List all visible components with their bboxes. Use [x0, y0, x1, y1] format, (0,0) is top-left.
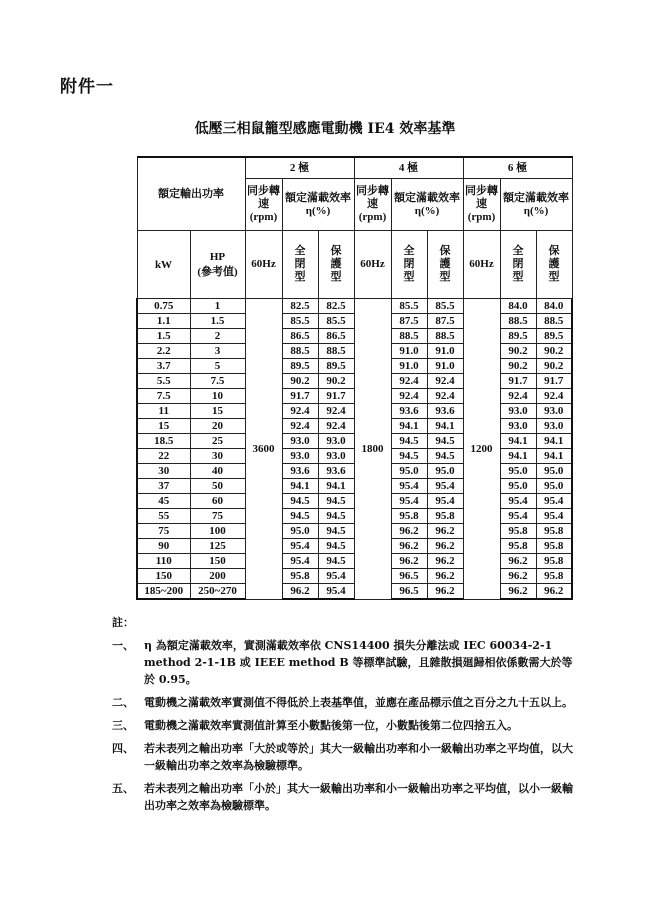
protected-efficiency-cell: 91.0: [427, 344, 463, 359]
protected-efficiency-cell: 96.2: [427, 554, 463, 569]
protected-efficiency-cell: 85.5: [427, 299, 463, 314]
protected-efficiency-cell: 95.4: [536, 509, 572, 524]
protected-efficiency-cell: 94.1: [536, 434, 572, 449]
hp-cell: 40: [190, 464, 245, 479]
sync-speed-cell: 1800: [354, 299, 391, 600]
kw-cell: 1.5: [137, 329, 190, 344]
protected-type-label: 保護型: [548, 244, 560, 283]
efficiency-header: 額定滿載效率 η(%): [282, 179, 354, 231]
closed-efficiency-cell: 95.8: [282, 569, 318, 584]
closed-efficiency-cell: 96.2: [282, 584, 318, 600]
protected-efficiency-cell: 96.2: [427, 584, 463, 600]
closed-efficiency-cell: 95.8: [500, 539, 536, 554]
sync-speed-header: 同步轉速(rpm): [245, 179, 282, 231]
efficiency-header: 額定滿載效率 η(%): [391, 179, 463, 231]
hp-cell: 2: [190, 329, 245, 344]
closed-efficiency-cell: 91.0: [391, 359, 427, 374]
protected-efficiency-cell: 94.5: [318, 494, 354, 509]
note-number: 一、: [112, 639, 134, 652]
closed-efficiency-cell: 92.4: [282, 404, 318, 419]
kw-cell: 110: [137, 554, 190, 569]
closed-efficiency-cell: 93.0: [282, 434, 318, 449]
closed-efficiency-cell: 88.5: [282, 344, 318, 359]
note-text: 若未表列之輸出功率「大於或等於」其大一級輸出功率和小一級輸出功率之平均值，以大一級輸出功率之效率為檢驗標準。: [144, 742, 573, 772]
closed-efficiency-cell: 94.5: [391, 449, 427, 464]
kw-cell: 185~200: [137, 584, 190, 600]
rated-output-header: 額定輸出功率: [137, 157, 245, 231]
closed-efficiency-cell: 92.4: [391, 389, 427, 404]
protected-efficiency-cell: 90.2: [536, 344, 572, 359]
page-title: 低壓三相鼠籠型感應電動機 IE4 效率基準: [194, 121, 456, 137]
note-number: 四、: [112, 742, 134, 755]
protected-efficiency-cell: 94.5: [427, 449, 463, 464]
protected-efficiency-cell: 93.6: [318, 464, 354, 479]
protected-type-label: 保護型: [439, 244, 451, 283]
protected-efficiency-cell: 91.0: [427, 359, 463, 374]
hp-cell: 7.5: [190, 374, 245, 389]
closed-type-header: [391, 231, 427, 299]
closed-efficiency-cell: 87.5: [391, 314, 427, 329]
closed-efficiency-cell: 84.0: [500, 299, 536, 314]
closed-efficiency-cell: 92.4: [391, 374, 427, 389]
protected-efficiency-cell: 95.8: [536, 539, 572, 554]
closed-efficiency-cell: 95.8: [391, 509, 427, 524]
closed-efficiency-cell: 94.1: [500, 449, 536, 464]
note-item: [112, 637, 582, 688]
protected-efficiency-cell: 96.2: [536, 584, 572, 600]
closed-efficiency-cell: 91.7: [500, 374, 536, 389]
protected-efficiency-cell: 87.5: [427, 314, 463, 329]
closed-efficiency-cell: 96.2: [391, 539, 427, 554]
kw-cell: 30: [137, 464, 190, 479]
closed-efficiency-cell: 96.2: [500, 554, 536, 569]
hp-cell: 250~270: [190, 584, 245, 600]
closed-efficiency-cell: 96.5: [391, 584, 427, 600]
pole-6-header: 6 極: [463, 157, 572, 179]
note-item: [112, 740, 582, 774]
hp-header-label: HP: [209, 250, 226, 263]
protected-efficiency-cell: 91.7: [536, 374, 572, 389]
protected-efficiency-cell: 96.2: [427, 539, 463, 554]
protected-efficiency-cell: 88.5: [318, 344, 354, 359]
protected-efficiency-cell: 94.5: [427, 434, 463, 449]
protected-type-label: 保護型: [330, 244, 342, 283]
protected-efficiency-cell: 90.2: [318, 374, 354, 389]
hp-header: [190, 231, 245, 299]
protected-efficiency-cell: 95.4: [318, 569, 354, 584]
kw-cell: 22: [137, 449, 190, 464]
closed-efficiency-cell: 95.4: [500, 509, 536, 524]
protected-efficiency-cell: 96.2: [427, 569, 463, 584]
hp-cell: 30: [190, 449, 245, 464]
closed-efficiency-cell: 92.4: [282, 419, 318, 434]
protected-type-header: [427, 231, 463, 299]
closed-efficiency-cell: 96.2: [391, 524, 427, 539]
kw-cell: 3.7: [137, 359, 190, 374]
closed-efficiency-cell: 94.5: [391, 434, 427, 449]
closed-efficiency-cell: 92.4: [500, 389, 536, 404]
closed-type-label: 全閉型: [512, 244, 524, 283]
protected-efficiency-cell: 94.1: [536, 449, 572, 464]
freq-header: 60Hz: [354, 231, 391, 299]
hp-cell: 3: [190, 344, 245, 359]
closed-efficiency-cell: 96.2: [500, 569, 536, 584]
table-row: [137, 299, 572, 314]
protected-efficiency-cell: 88.5: [536, 314, 572, 329]
protected-efficiency-cell: 94.5: [318, 509, 354, 524]
protected-efficiency-cell: 84.0: [536, 299, 572, 314]
kw-cell: 15: [137, 419, 190, 434]
closed-efficiency-cell: 95.0: [391, 464, 427, 479]
closed-efficiency-cell: 96.5: [391, 569, 427, 584]
kw-cell: 55: [137, 509, 190, 524]
protected-efficiency-cell: 92.4: [427, 374, 463, 389]
closed-type-header: [500, 231, 536, 299]
hp-cell: 15: [190, 404, 245, 419]
closed-efficiency-cell: 90.2: [500, 344, 536, 359]
hp-cell: 150: [190, 554, 245, 569]
protected-efficiency-cell: 91.7: [318, 389, 354, 404]
note-number: 二、: [112, 696, 134, 709]
sync-speed-header: 同步轉速(rpm): [463, 179, 500, 231]
closed-type-header: [282, 231, 318, 299]
closed-efficiency-cell: 88.5: [500, 314, 536, 329]
hp-cell: 5: [190, 359, 245, 374]
protected-efficiency-cell: 92.4: [427, 389, 463, 404]
kw-cell: 45: [137, 494, 190, 509]
hp-cell: 60: [190, 494, 245, 509]
protected-efficiency-cell: 95.0: [536, 464, 572, 479]
protected-efficiency-cell: 95.8: [536, 524, 572, 539]
closed-efficiency-cell: 96.2: [500, 584, 536, 600]
closed-efficiency-cell: 85.5: [282, 314, 318, 329]
pole-2-header: 2 極: [245, 157, 354, 179]
closed-efficiency-cell: 90.2: [282, 374, 318, 389]
protected-efficiency-cell: 95.4: [427, 479, 463, 494]
closed-efficiency-cell: 89.5: [500, 329, 536, 344]
kw-cell: 7.5: [137, 389, 190, 404]
closed-efficiency-cell: 93.0: [282, 449, 318, 464]
hp-cell: 20: [190, 419, 245, 434]
closed-efficiency-cell: 95.4: [500, 494, 536, 509]
protected-efficiency-cell: 92.4: [536, 389, 572, 404]
kw-cell: 150: [137, 569, 190, 584]
protected-efficiency-cell: 93.0: [318, 434, 354, 449]
protected-efficiency-cell: 93.0: [536, 419, 572, 434]
protected-efficiency-cell: 94.5: [318, 539, 354, 554]
protected-efficiency-cell: 95.0: [536, 479, 572, 494]
closed-efficiency-cell: 90.2: [500, 359, 536, 374]
closed-efficiency-cell: 82.5: [282, 299, 318, 314]
notes-section: [112, 614, 582, 820]
efficiency-table: [136, 156, 573, 600]
protected-efficiency-cell: 82.5: [318, 299, 354, 314]
hp-cell: 50: [190, 479, 245, 494]
note-item: [112, 717, 582, 734]
kw-cell: 75: [137, 524, 190, 539]
closed-efficiency-cell: 94.5: [282, 494, 318, 509]
closed-efficiency-cell: 96.2: [391, 554, 427, 569]
kw-cell: 1.1: [137, 314, 190, 329]
protected-efficiency-cell: 95.8: [536, 569, 572, 584]
note-text: 電動機之滿載效率實測值計算至小數點後第一位，小數點後第二位四捨五入。: [144, 719, 518, 732]
closed-efficiency-cell: 95.0: [500, 479, 536, 494]
closed-efficiency-cell: 95.0: [500, 464, 536, 479]
closed-efficiency-cell: 86.5: [282, 329, 318, 344]
kw-cell: 90: [137, 539, 190, 554]
kw-cell: 37: [137, 479, 190, 494]
kw-cell: 2.2: [137, 344, 190, 359]
protected-efficiency-cell: 95.4: [536, 494, 572, 509]
closed-efficiency-cell: 94.1: [391, 419, 427, 434]
sync-speed-header: 同步轉速(rpm): [354, 179, 391, 231]
closed-efficiency-cell: 93.0: [500, 419, 536, 434]
closed-efficiency-cell: 95.4: [282, 554, 318, 569]
protected-efficiency-cell: 95.4: [427, 494, 463, 509]
hp-cell: 200: [190, 569, 245, 584]
protected-efficiency-cell: 90.2: [536, 359, 572, 374]
closed-efficiency-cell: 95.0: [282, 524, 318, 539]
closed-efficiency-cell: 94.1: [282, 479, 318, 494]
note-text: 若未表列之輸出功率「小於」其大一級輸出功率和小一級輸出功率之平均值，以小一級輸出功率之效率為檢驗標準。: [144, 782, 573, 812]
protected-efficiency-cell: 94.1: [427, 419, 463, 434]
closed-efficiency-cell: 95.4: [391, 494, 427, 509]
protected-efficiency-cell: 93.6: [427, 404, 463, 419]
notes-label: 註：: [112, 616, 134, 629]
protected-efficiency-cell: 95.8: [427, 509, 463, 524]
kw-cell: 5.5: [137, 374, 190, 389]
protected-efficiency-cell: 85.5: [318, 314, 354, 329]
note-item: [112, 694, 582, 711]
kw-header: kW: [137, 231, 190, 299]
efficiency-header: 額定滿載效率 η(%): [500, 179, 572, 231]
closed-efficiency-cell: 94.5: [282, 509, 318, 524]
protected-efficiency-cell: 95.8: [536, 554, 572, 569]
protected-efficiency-cell: 92.4: [318, 404, 354, 419]
protected-efficiency-cell: 93.0: [536, 404, 572, 419]
protected-efficiency-cell: 93.0: [318, 449, 354, 464]
closed-efficiency-cell: 91.7: [282, 389, 318, 404]
hp-cell: 125: [190, 539, 245, 554]
closed-efficiency-cell: 85.5: [391, 299, 427, 314]
protected-efficiency-cell: 88.5: [427, 329, 463, 344]
kw-cell: 11: [137, 404, 190, 419]
protected-efficiency-cell: 89.5: [318, 359, 354, 374]
pole-4-header: 4 極: [354, 157, 463, 179]
note-number: 五、: [112, 782, 134, 795]
protected-efficiency-cell: 86.5: [318, 329, 354, 344]
protected-efficiency-cell: 94.1: [318, 479, 354, 494]
note-number: 三、: [112, 719, 134, 732]
closed-efficiency-cell: 89.5: [282, 359, 318, 374]
note-text: 電動機之滿載效率實測值不得低於上表基準值，並應在產品標示值之百分之九十五以上。: [144, 696, 573, 709]
protected-type-header: [536, 231, 572, 299]
hp-cell: 1.5: [190, 314, 245, 329]
protected-efficiency-cell: 94.5: [318, 554, 354, 569]
note-item: [112, 780, 582, 814]
freq-header: 60Hz: [463, 231, 500, 299]
kw-cell: 18.5: [137, 434, 190, 449]
kw-cell: 0.75: [137, 299, 190, 314]
closed-efficiency-cell: 95.4: [282, 539, 318, 554]
closed-efficiency-cell: 95.4: [391, 479, 427, 494]
sync-speed-cell: 1200: [463, 299, 500, 600]
closed-efficiency-cell: 91.0: [391, 344, 427, 359]
hp-cell: 25: [190, 434, 245, 449]
hp-cell: 10: [190, 389, 245, 404]
closed-type-label: 全閉型: [294, 244, 306, 283]
note-text: η 為額定滿載效率，實測滿載效率依 CNS14400 損失分離法或 IEC 60034-2-1 method 2-1-1B 或 IEEE method B 等標準試驗，且雜散損廻歸相依係數需大於等於 0.95。: [144, 639, 573, 686]
closed-type-label: 全閉型: [403, 244, 415, 283]
hp-cell: 1: [190, 299, 245, 314]
sync-speed-cell: 3600: [245, 299, 282, 600]
closed-efficiency-cell: 95.8: [500, 524, 536, 539]
hp-cell: 100: [190, 524, 245, 539]
protected-efficiency-cell: 95.4: [318, 584, 354, 600]
attachment-label: 附件一: [60, 77, 114, 97]
protected-efficiency-cell: 94.5: [318, 524, 354, 539]
closed-efficiency-cell: 93.6: [391, 404, 427, 419]
protected-type-header: [318, 231, 354, 299]
closed-efficiency-cell: 93.6: [282, 464, 318, 479]
protected-efficiency-cell: 89.5: [536, 329, 572, 344]
closed-efficiency-cell: 94.1: [500, 434, 536, 449]
hp-cell: 75: [190, 509, 245, 524]
freq-header: 60Hz: [245, 231, 282, 299]
protected-efficiency-cell: 95.0: [427, 464, 463, 479]
protected-efficiency-cell: 96.2: [427, 524, 463, 539]
hp-header-sub: (參考值): [197, 265, 238, 278]
closed-efficiency-cell: 88.5: [391, 329, 427, 344]
protected-efficiency-cell: 92.4: [318, 419, 354, 434]
closed-efficiency-cell: 93.0: [500, 404, 536, 419]
